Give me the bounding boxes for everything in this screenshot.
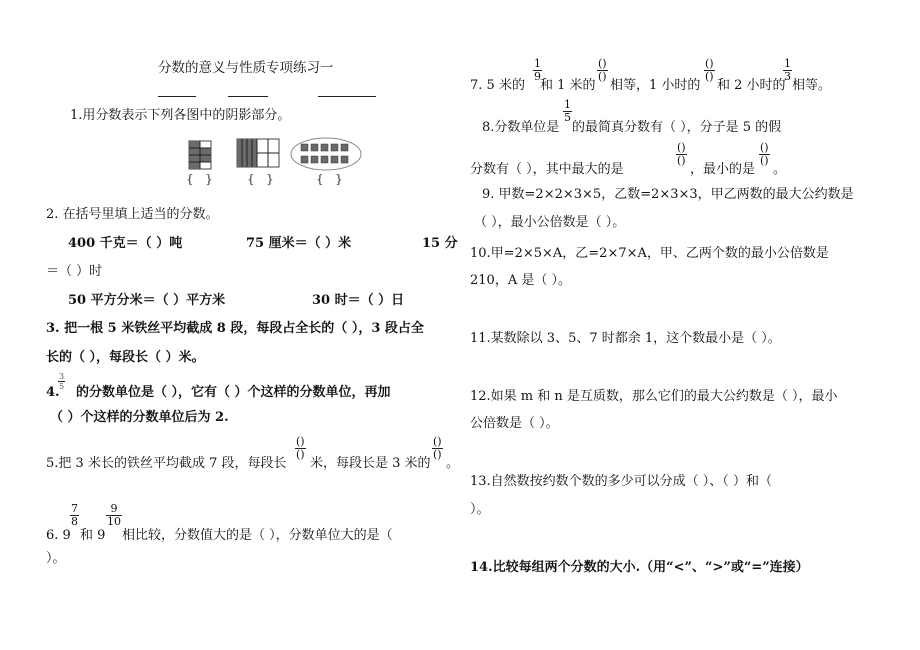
question-13-line1: 13.自然数按约数个数的多少可以分成（ ）、（ ）和（ [470,474,772,489]
question-9-line1: 9. 甲数=2×2×3×5，乙数=2×3×3，甲乙两数的最大公约数是 [482,187,854,202]
question-8-line2-b: ，最小的是 [690,162,756,177]
question-7-e: 相等。 [792,78,832,93]
question-1: 1.用分数表示下列各图中的阴影部分。 [70,108,291,123]
question-6-a: 6. 9 [46,528,71,543]
q7-fraction-4: 1 3 [784,57,791,83]
question-12-line2: 公倍数是（ ）。 [470,416,559,431]
question-3-line2: 长的（ ），每段长（ ）米。 [46,350,205,365]
question-2: 2. 在括号里填上适当的分数。 [46,207,219,222]
question-7-c: 相等，1 小时的 [610,78,701,93]
q6-fraction-2: 9 10 [107,502,121,528]
question-8-a: 8.分数单位是 [482,120,560,135]
question-5-b: 米，每段长是 3 米的 [310,456,431,471]
question-6-line2: ）。 [46,551,66,566]
question-4-number: 4. [46,385,60,400]
question-5-a: 5.把 3 米长的铁丝平均截成 7 段，每段长 [46,456,287,471]
figure-square-grid [188,140,212,170]
q5-fraction-2[interactable]: () () [433,435,442,461]
q2-line1-c: 15 分 [422,236,458,251]
q2-line1-b: 75 厘米＝（ ）米 [246,236,352,251]
question-11: 11.某数除以 3、5、7 时都余 1，这个数最小是（ ）。 [470,331,781,346]
question-3-line1: 3. 把一根 5 米铁丝平均截成 8 段，每段占全长的（ ），3 段占全 [46,321,424,336]
figure-oval-squares [290,137,362,171]
q7-fraction-2[interactable]: () () [598,57,607,83]
q2-line3-b: 30 时＝（ ）日 [312,293,405,308]
name-blank-2[interactable] [228,96,268,97]
question-10-line1: 10.甲=2×5×A，乙=2×7×A，甲、乙两个数的最小公倍数是 [470,246,829,261]
figure-bars [236,138,280,168]
question-5-c: 。 [446,456,460,471]
question-10-line2: 210，A 是（ ）。 [470,273,571,288]
question-12-line1: 12.如果 m 和 n 是互质数，那么它们的最大公约数是（ ），最小 [470,389,838,404]
q2-line2: ＝（ ）时 [46,264,103,279]
question-4-line1: 的分数单位是（ ），它有（ ）个这样的分数单位，再加 [76,385,391,400]
question-7-a: 7. 5 米的 [470,78,525,93]
question-8-line2-c: 。 [773,162,787,177]
question-6-b: 和 9 [80,528,106,543]
q8-fraction-max[interactable]: () () [677,141,686,167]
answer-brace-1[interactable]: { } [186,172,213,186]
question-9-line2: （ ），最小公倍数是（ ）。 [474,215,626,230]
question-4-line2: （ ）个这样的分数单位后为 2. [50,410,229,425]
question-8-line2-a: 分数有（ ），其中最大的是 [470,162,624,177]
answer-brace-2[interactable]: { } [247,172,274,186]
question-8-b: 的最简真分数有（ ），分子是 5 的假 [572,120,782,135]
q5-fraction-1[interactable]: () () [296,435,305,461]
q7-fraction-3[interactable]: () () [705,57,714,83]
q8-fraction-min[interactable]: () () [760,141,769,167]
q8-fraction-unit: 1 5 [564,98,571,124]
question-13-line2: ）。 [470,502,490,517]
q2-line1-a: 400 千克＝（ ）吨 [68,236,183,251]
q6-fraction-1: 7 8 [71,502,78,528]
q7-fraction-1: 1 9 [534,57,541,83]
q2-line3-a: 50 平方分米＝（ ）平方米 [68,293,226,308]
question-7-b: 和 1 米的 [540,78,596,93]
question-7-d: 和 2 小时的 [717,78,786,93]
answer-brace-3[interactable]: { } [316,172,343,186]
q4-mixed-fraction: 3 5 [59,372,65,391]
question-6-c: 相比较，分数值大的是（ ），分数单位大的是（ [122,528,393,543]
name-blank-1[interactable] [158,96,196,97]
question-14: 14.比较每组两个分数的大小.（用“<”、“>”或“=”连接） [470,560,809,575]
name-blank-3[interactable] [318,96,376,97]
page-title: 分数的意义与性质专项练习一 [158,60,334,76]
